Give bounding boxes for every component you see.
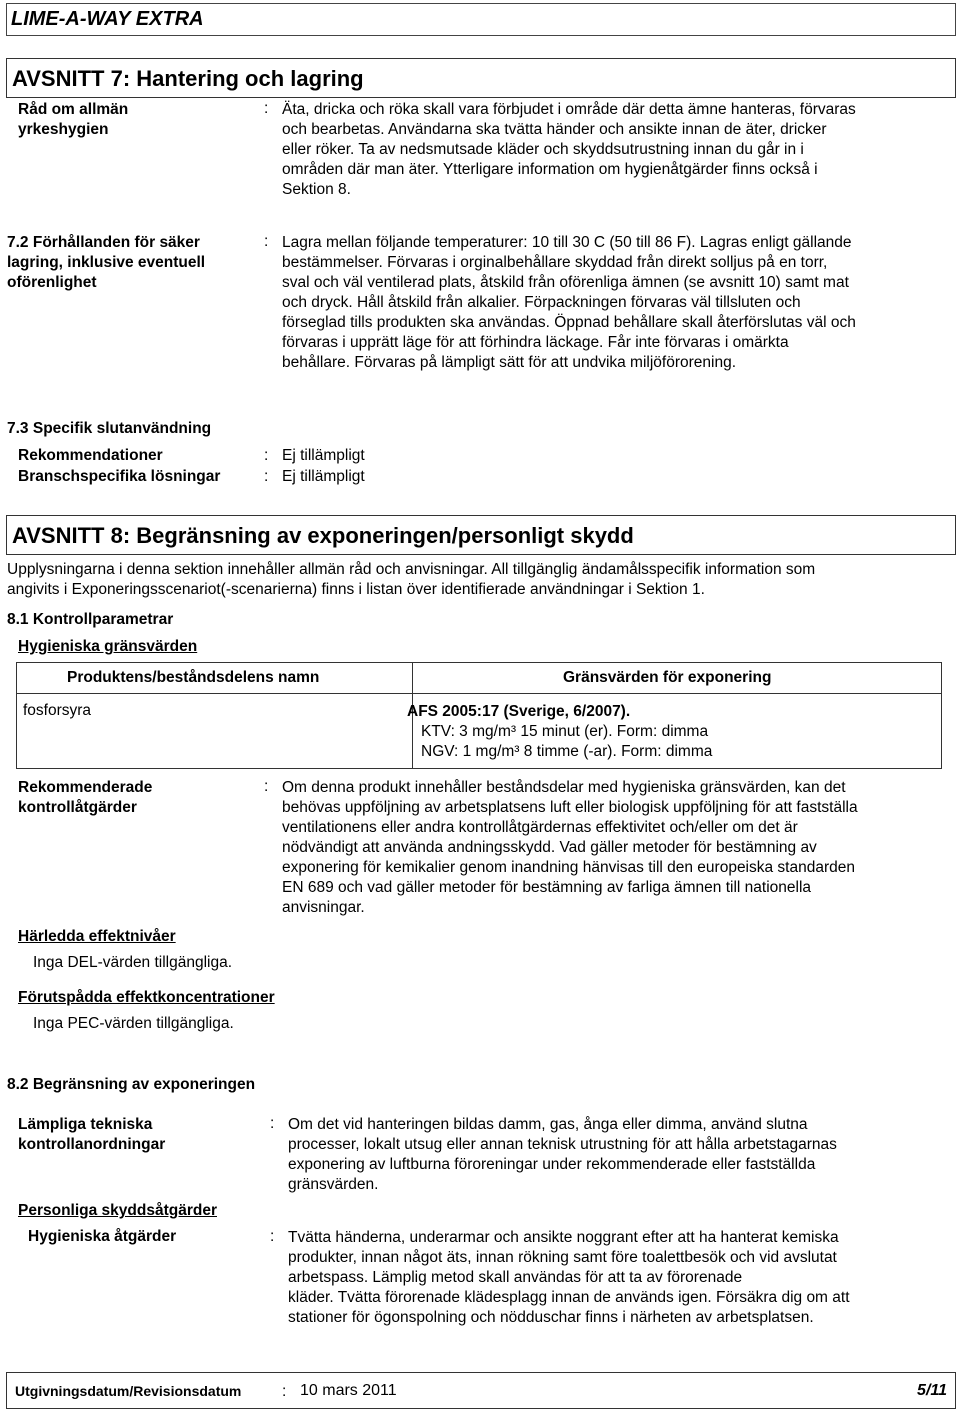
table-header-cell (17, 663, 413, 694)
text-line: områden där man äter. Ytterligare information om hygienåtgärder finns också i (282, 161, 818, 178)
text-line: arbetspass. Lämplig metod skall användas för att ta av förorenade (288, 1269, 743, 1286)
table-header-cell (413, 663, 942, 694)
text-line: exponering för kemikalier genom inandning hänvisas till den europeiska standarden (282, 859, 855, 876)
label-line: yrkeshygien (18, 121, 109, 138)
section-7-heading (6, 58, 956, 98)
personal-protection-heading: Personliga skyddsåtgärder (18, 1202, 217, 1219)
text-line: Sektion 8. (282, 181, 351, 198)
colon: : (264, 778, 269, 795)
subsection-7-3-heading: 7.3 Specifik slutanvändning (7, 420, 212, 437)
page-number: 5/11 (917, 1382, 947, 1399)
hygiene-label (18, 100, 253, 140)
text-line: eller röker. Ta av nedsmutsade kläder och skyddsutrustning innan du går in i (282, 141, 804, 158)
table-row (17, 694, 942, 769)
label-line: Råd om allmän (18, 101, 129, 118)
text-line: förvaras i upprätt läge för att förhindra läckage. Får inte förvaras i omärkta (282, 334, 789, 351)
text-line: nödvändigt att använda andningsskydd. Vad gäller metoder för bestämning av (282, 839, 817, 856)
text-line: anvisningar. (282, 899, 365, 916)
pec-text: Inga PEC-värden tillgängliga. (33, 1015, 234, 1032)
label-line: Rekommenderade (18, 779, 153, 796)
text-line: angivits i Exponeringsscenariot(-scenarierna) finns i listan över identifierade användningar i Sektion 1. (7, 581, 705, 598)
document-footer (6, 1372, 956, 1409)
label-line: 7.2 Förhållanden för säker (7, 234, 200, 251)
text-line: exponering av luftburna föroreningar under rekommenderade eller fastställda (288, 1156, 816, 1173)
hygiene-measures-text (288, 1228, 953, 1328)
product-title: LIME-A-WAY EXTRA (11, 8, 204, 30)
text-line: Äta, dricka och röka skall vara förbjudet i område där detta ämne hanteras, förvaras (282, 101, 856, 118)
limit-source: AFS 2005:17 (Sverige, 6/2007). (407, 703, 631, 720)
recommended-controls-label (18, 778, 253, 818)
technical-controls-text (288, 1115, 953, 1195)
exposure-limits-table (16, 662, 942, 769)
subsection-8-1-heading: 8.1 Kontrollparametrar (7, 611, 174, 628)
technical-controls-label (18, 1115, 253, 1155)
text-line: behövas uppföljning av arbetsplatsens luft eller biologisk uppföljning för att fastställa (282, 799, 858, 816)
text-line: Upplysningarna i denna sektion innehåller allmän råd och anvisningar. All tillgänglig ändamålsspecifik information som (7, 561, 816, 578)
text-line: behållare. Förvaras på lämpligt sätt för att undvika miljöförorening. (282, 354, 737, 371)
label-line: Lämpliga tekniska (18, 1116, 153, 1133)
text-line: produkter, innan något äts, innan rökning samt före toalettbesök och vid avslutat (288, 1249, 837, 1266)
section-8-title: AVSNITT 8: Begränsning av exponeringen/personligt skydd (12, 523, 634, 548)
table-cell (407, 694, 942, 769)
sector-solutions-value: Ej tillämpligt (282, 468, 365, 485)
del-text: Inga DEL-värden tillgängliga. (33, 954, 233, 971)
text-line: och bearbetas. Användarna ska tvätta händer och ansikte innan de äter, dricker (282, 121, 827, 138)
limit-values (407, 702, 947, 762)
text-line: och dryck. Håll åtskild från alkalier. Förpackningen förvaras väl tillsluten och (282, 294, 801, 311)
text-line: sval och väl ventilerad plats, åtskild från oförenliga ämnen (se avsnitt 10) samt mat (282, 274, 849, 291)
label-line: lagring, inklusive eventuell (7, 254, 206, 271)
storage-text (282, 233, 952, 373)
text-line: stationer för ögonspolning och nödduschar finns i närheten av arbetsplatsen. (288, 1309, 814, 1326)
limit-ktv: KTV: 3 mg/m³ 15 minut (er). Form: dimma (421, 723, 709, 740)
colon: : (264, 447, 269, 464)
text-line: Tvätta händerna, underarmar och ansikte noggrant efter att ha hanterat kemiska (288, 1229, 839, 1246)
recommendations-label: Rekommendationer (18, 447, 163, 464)
section-8-intro (7, 560, 955, 600)
column-header-name: Produktens/beståndsdelens namn (67, 669, 320, 686)
text-line: Om denna produkt innehåller beståndsdelar med hygieniska gränsvärden, kan det (282, 779, 846, 796)
table-header-row (17, 663, 942, 694)
subsection-8-2-heading: 8.2 Begränsning av exponeringen (7, 1076, 256, 1093)
revision-date-label: Utgivningsdatum/Revisionsdatum (15, 1383, 242, 1399)
revision-date: 10 mars 2011 (300, 1382, 397, 1399)
del-heading: Härledda effektnivåer (18, 928, 176, 945)
text-line: ventilationens eller andra kontrollåtgärdernas effektivitet och/eller om det är (282, 819, 798, 836)
substance-name: fosforsyra (23, 702, 92, 719)
recommendations-value: Ej tillämpligt (282, 447, 365, 464)
text-line: kläder. Tvätta förorenade klädesplagg innan de används igen. Försäkra dig om att (288, 1289, 850, 1306)
column-header-limits: Gränsvärden för exponering (563, 669, 772, 686)
section-8-heading (6, 515, 956, 555)
text-line: Om det vid hanteringen bildas damm, gas, ånga eller dimma, använd slutna (288, 1116, 808, 1133)
colon: : (264, 468, 269, 485)
label-line: kontrollanordningar (18, 1136, 166, 1153)
storage-label (7, 233, 257, 293)
limit-ngv: NGV: 1 mg/m³ 8 timme (-ar). Form: dimma (421, 743, 713, 760)
hygienic-limits-heading: Hygieniska gränsvärden (18, 638, 198, 655)
colon: : (270, 1115, 275, 1132)
pec-heading: Förutspådda effektkoncentrationer (18, 989, 275, 1006)
colon: : (264, 100, 269, 117)
text-line: förseglad tills produkten ska användas. Öppnad behållare skall återförslutas väl och (282, 314, 856, 331)
text-line: gränsvärden. (288, 1176, 379, 1193)
table-cell (17, 694, 413, 769)
label-line: kontrollåtgärder (18, 799, 137, 816)
colon: : (282, 1383, 287, 1400)
hygiene-text (282, 100, 952, 200)
text-line: EN 689 och vad gäller metoder för bestämning av farliga ämnen till nationella (282, 879, 812, 896)
section-7-title: AVSNITT 7: Hantering och lagring (12, 66, 364, 91)
document-header (6, 3, 956, 36)
hygiene-measures-label: Hygieniska åtgärder (28, 1228, 177, 1245)
recommended-controls-text (282, 778, 952, 918)
text-line: processer, lokalt utsug eller annan teknisk utrustning för att hålla arbetstagarnas (288, 1136, 837, 1153)
colon: : (270, 1228, 275, 1245)
colon: : (264, 233, 269, 250)
text-line: Lagra mellan följande temperaturer: 10 till 30 C (50 till 86 F). Lagras enligt gällande (282, 234, 852, 251)
sector-solutions-label: Branschspecifika lösningar (18, 468, 221, 485)
label-line: oförenlighet (7, 274, 97, 291)
text-line: bestämmelser. Förvaras i orginalbehållare skyddad från direkt solljus på en torr, (282, 254, 828, 271)
